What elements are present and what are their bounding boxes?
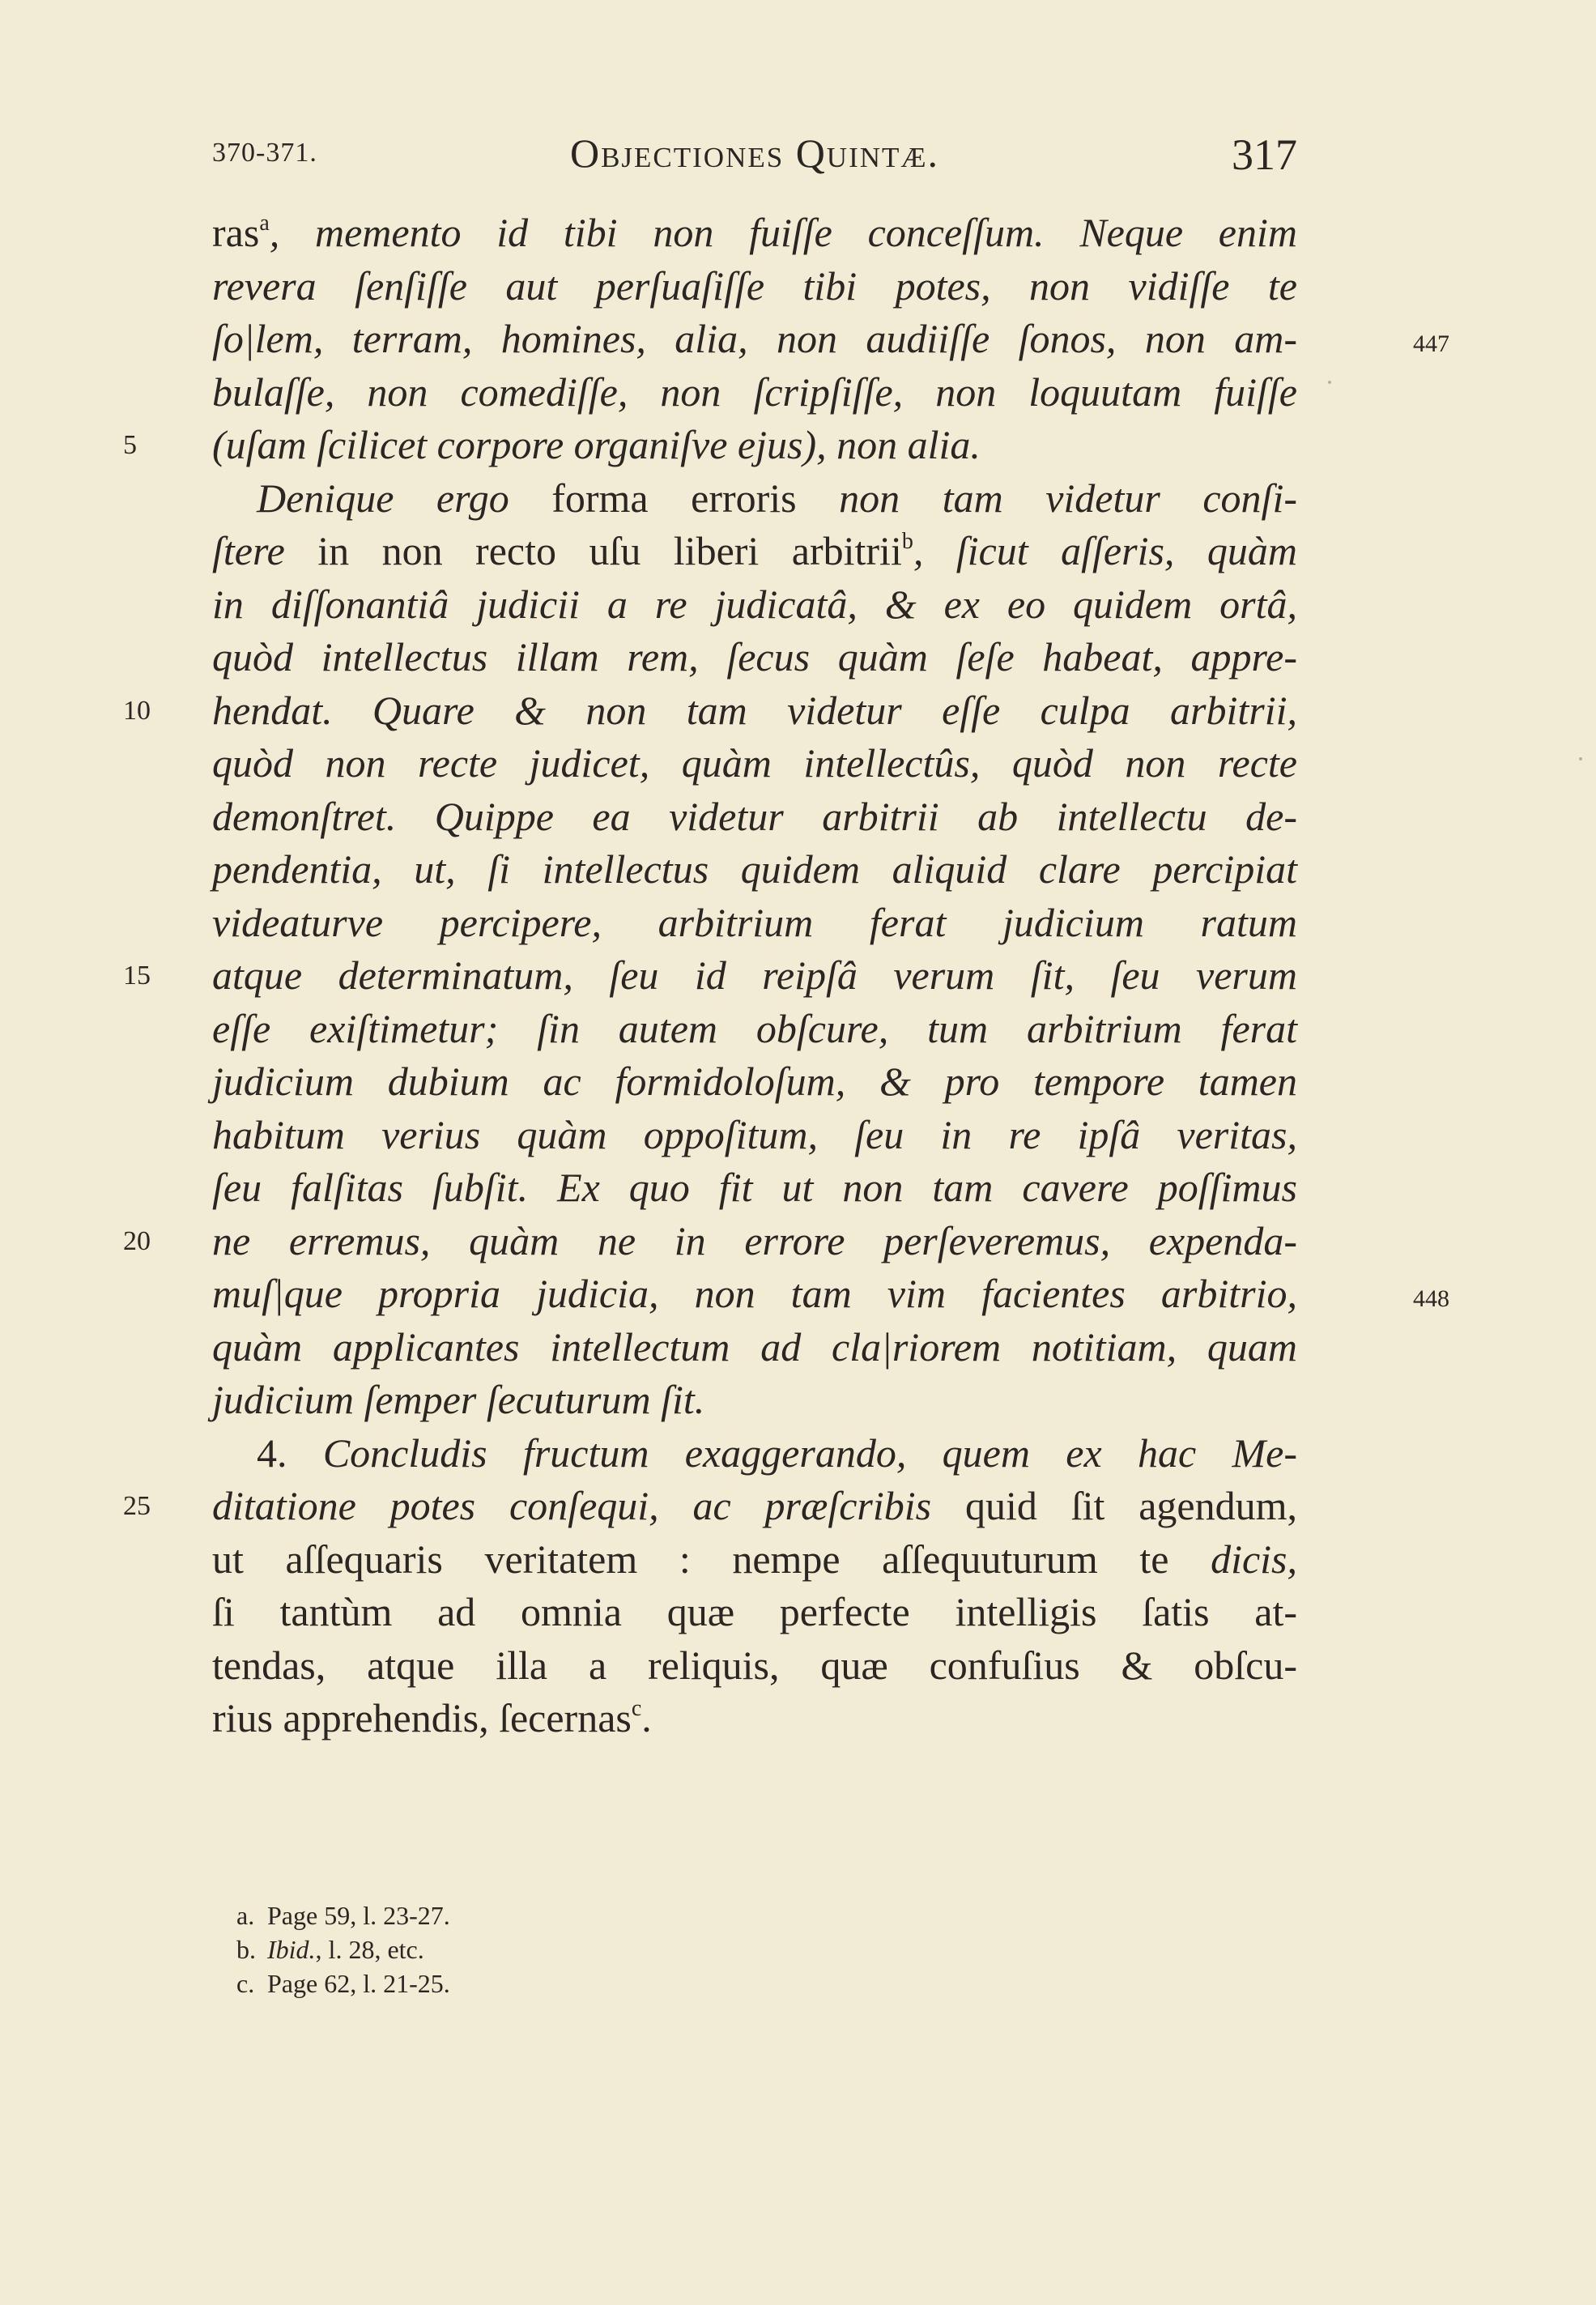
line-number: 15 — [123, 961, 151, 991]
text-line — [212, 1003, 1297, 1056]
margin-page-reference: 448 — [1413, 1285, 1449, 1312]
page-number: 317 — [1232, 130, 1297, 179]
roman-text: . — [641, 1695, 652, 1740]
footnote-label: b. — [236, 1935, 256, 1964]
text-line — [212, 1586, 1297, 1639]
text-line — [212, 313, 1449, 366]
footnote-label: a. — [236, 1901, 255, 1930]
text-line — [123, 1215, 1297, 1268]
italic-text: ſeu falſitas ſubſit. Ex quo fit ut non tam cavere poſſimus — [212, 1165, 1297, 1210]
text-line — [212, 260, 1297, 313]
text-line — [212, 1161, 1297, 1215]
text-line — [123, 1480, 1297, 1533]
italic-text: bulaſſe, non comediſſe, non ſcripſiſſe, non loquutam fuiſſe — [212, 369, 1297, 415]
italic-text: non tam videtur conſi- — [839, 475, 1297, 521]
text-line — [212, 207, 1297, 260]
footnote-marker: a — [259, 211, 270, 236]
text-line — [123, 684, 1297, 738]
roman-text: , l. 28, etc. — [315, 1935, 424, 1964]
footnotes — [236, 1898, 722, 2000]
roman-text: ras — [212, 210, 260, 255]
text-line — [212, 525, 1297, 578]
roman-text: quid ſit agendum, — [964, 1483, 1297, 1528]
body-text — [123, 207, 1449, 1745]
italic-text: ſtere — [212, 528, 318, 573]
line-number: 10 — [123, 695, 151, 726]
footnote — [236, 1932, 722, 1966]
roman-text: rius apprehendis, ſecernas — [212, 1695, 632, 1740]
italic-text: revera ſenſiſſe aut perſuaſiſſe tibi potes, non vidiſſe te — [212, 262, 1297, 309]
footnote — [236, 1898, 722, 1932]
footnote-marker: b — [901, 529, 913, 554]
text-line — [212, 1533, 1297, 1587]
italic-text: quòd intellectus illam rem, ſecus quàm ſeſe habeat, appre- — [212, 634, 1297, 680]
roman-text: 4. — [257, 1429, 323, 1476]
italic-text: pendentia, ut, ſi intellectus quidem aliquid clare percipiat — [212, 846, 1297, 892]
italic-text: muſ|que propria judicia, non tam vim facientes arbitrio, — [212, 1271, 1297, 1316]
text-line — [212, 1427, 1297, 1481]
italic-text: quòd non recte judicet, quàm intellectûs, quòd non recte — [212, 740, 1297, 786]
italic-text: , memento id tibi non fuiſſe conceſſum. Neque enim — [269, 210, 1297, 255]
italic-text: Concludis fructum exaggerando, quem ex hac Me- — [322, 1429, 1298, 1476]
text-line — [212, 1639, 1297, 1693]
text-line — [212, 1055, 1297, 1109]
italic-text: dicis, — [1211, 1536, 1297, 1582]
line-number: 20 — [123, 1225, 151, 1256]
italic-text: atque determinatum, ſeu id reipſâ verum ſit, ſeu verum — [212, 952, 1297, 998]
margin-page-reference: 447 — [1413, 330, 1449, 357]
italic-text: habitum verius quàm oppoſitum, ſeu in re ipſâ veritas, — [212, 1111, 1297, 1157]
paper-speck — [1328, 381, 1331, 384]
line-number: 5 — [123, 430, 137, 460]
footnote-marker: c — [631, 1696, 642, 1721]
text-line — [212, 1374, 1297, 1427]
roman-text: Page 62, l. 21-25. — [267, 1969, 450, 1998]
roman-text: tendas, atque illa a reliquis, quæ confuſius & obſcu- — [212, 1642, 1297, 1688]
running-title: Objectiones Quintæ. — [569, 130, 940, 176]
italic-text: eſſe exiſtimetur; ſin autem obſcure, tum arbitrium ferat — [212, 1005, 1297, 1051]
italic-text: (uſam ſcilicet corpore organiſve ejus), non alia. — [212, 422, 981, 467]
text-line — [212, 1692, 1297, 1745]
italic-text: hendat. Quare & non tam videtur eſſe culpa arbitrii, — [212, 687, 1297, 733]
italic-text: Denique ergo — [257, 475, 552, 521]
text-line — [212, 366, 1297, 420]
italic-text: ſo|lem, terram, homines, alia, non audiiſſe ſonos, non am- — [212, 316, 1297, 361]
roman-text: Page 59, l. 23-27. — [267, 1901, 450, 1930]
text-line — [123, 419, 1297, 472]
roman-text: in non recto uſu liberi arbitrii — [317, 528, 902, 573]
text-line — [212, 737, 1297, 790]
page-range-reference: 370-371. — [212, 138, 317, 168]
running-head — [212, 130, 1297, 186]
italic-text: ditatione potes conſequi, ac præſcribis — [212, 1483, 965, 1528]
text-line — [212, 1321, 1297, 1374]
footnote-label: c. — [236, 1969, 255, 1998]
text-line — [212, 843, 1297, 897]
paper-speck — [1579, 757, 1582, 761]
roman-text: ſi tantùm ad omnia quæ perfecte intelligis ſatis at- — [212, 1589, 1297, 1634]
text-line — [212, 1268, 1449, 1321]
italic-text: Ibid. — [267, 1935, 316, 1964]
roman-text: ut aſſequaris veritatem : nempe aſſequuturum te — [212, 1536, 1211, 1582]
italic-text: videaturve percipere, arbitrium ferat judicium ratum — [212, 899, 1297, 945]
text-line — [212, 578, 1297, 632]
italic-text: quàm applicantes intellectum ad cla|riorem notitiam, quam — [212, 1323, 1297, 1370]
text-line — [212, 897, 1297, 950]
footnote — [236, 1966, 722, 2000]
italic-text: in diſſonantiâ judicii a re judicatâ, & ex eo quidem ortâ, — [212, 581, 1297, 627]
italic-text: , ſicut aſſeris, quàm — [913, 528, 1297, 573]
italic-text: judicium dubium ac formidoloſum, & pro tempore tamen — [212, 1059, 1297, 1104]
italic-text: judicium ſemper ſecuturum ſit. — [212, 1377, 705, 1422]
text-line — [212, 1109, 1297, 1162]
italic-text: demonſtret. Quippe ea videtur arbitrii ab intellectu de- — [212, 793, 1297, 839]
line-number: 25 — [123, 1491, 151, 1521]
roman-text: forma erroris — [551, 475, 840, 521]
text-line — [212, 631, 1297, 684]
text-line — [123, 949, 1297, 1003]
text-line — [212, 472, 1297, 526]
italic-text: ne erremus, quàm ne in errore perſeveremus, expenda- — [212, 1217, 1297, 1263]
text-line — [212, 790, 1297, 844]
